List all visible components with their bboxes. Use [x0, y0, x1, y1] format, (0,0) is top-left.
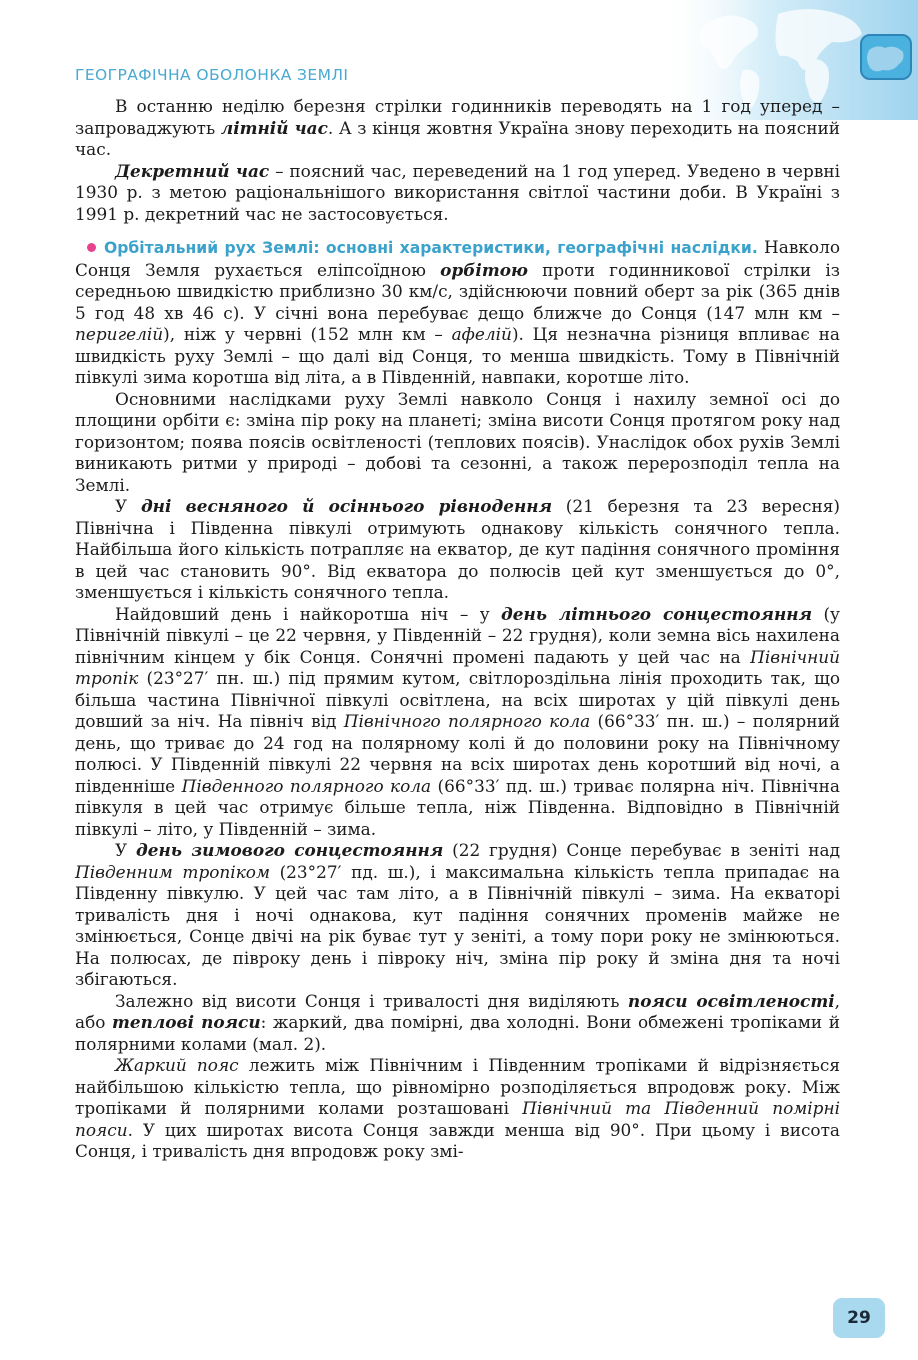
- paragraph-hot-belt: Жаркий пояс лежить між Північним і Південним тропіками й відрізняється найбільшою кількістю тепла, що рівномірно розподіляється впродовж року. Між тропіками й полярними колами розташовані Північний та Південний помірні пояси. У цих широтах висота Сонця завжди менша від 90°. При цьому і висота Сонця, і тривалість дня впродовж року змі-: [75, 1055, 840, 1161]
- bullet-icon: [87, 243, 96, 252]
- paragraph-equinox: У дні весняного й осіннього рівнодення (21 березня та 23 вересня) Північна і Південна півкулі отримують однакову кількість сонячного тепла. Найбільша його кількість потрапляє на екватор, де кут падіння сонячного проміння в цей час становить 90°. Від екватора до полюсів цей кут зменшується до 0°, зменшується і кількість сонячного тепла.: [75, 496, 841, 602]
- paragraph-summer-time: В останню неділю березня стрілки годинників переводять на 1 год уперед – запроваджують літній час. А з кінця жовтня Україна знову переходить на поясний час.: [75, 96, 840, 159]
- paragraph-consequences: Основними наслідками руху Землі навколо Сонця і нахилу земної осі до площини орбіти є: зміна пір року на планеті; зміна висоти Сонця протягом року над горизонтом; поява поясів освітленості (теплових поясів). Унаслідок обох рухів Землі виникають ритми у природі – добові та сезонні, а також перерозподіл тепла на Землі.: [75, 388, 840, 495]
- section-heading: Орбітальний рух Землі: основні характеристики, географічні наслідки.: [104, 239, 758, 257]
- page-number: 29: [833, 1298, 885, 1338]
- page-body: [75, 96, 840, 1163]
- paragraph-winter-solstice: У день зимового сонцестояння (22 грудня) Сонце перебуває в зеніті над Південним тропіком (23°27′ пд. ш.), і максимальна кількість тепла припадає на Південну півкулю. У цей час там літо, а в Північній півкулі – зима. На екваторі тривалість дня і ночі однакова, кут падіння сонячних променів майже не змінюється, Сонце двічі на рік буває тут у зеніті, а тому пори року не змінюються. На полюсах, де півроку день і півроку ніч, зміна пір року й зміна дня та ночі збігаються.: [75, 840, 840, 989]
- paragraph-orbital-motion: Орбітальний рух Землі: основні характеристики, географічні наслідки. Навколо Сонця Земля рухається еліпсоїдною орбітою проти годинникової стрілки із середньою швидкістю приблизно 30 км/с, здійснюючи повний оберт за рік (365 днів 5 год 48 хв 46 с). У січні вона перебуває дещо ближче до Сонця (147 млн км – перигелій), ніж у червні (152 млн км – афелій). Ця незначна різниця впливає на швидкість руху Землі – що далі від Сонця, то менша швидкість. Тому в Північній півкулі зима коротша від літа, а в Південній, навпаки, коротше літо.: [75, 237, 841, 387]
- paragraph-light-belts: Залежно від висоти Сонця і тривалості дня виділяють пояси освітленості, або теплові пояси: жаркий, два помірні, два холодні. Вони обмежені тропіками й полярними колами (мал. 2).: [75, 990, 840, 1054]
- paragraph-summer-solstice: Найдовший день і найкоротша ніч – у день літнього сонцестояння (у Північній півкулі – це 22 червня, у Південній – 22 грудня), коли земна вісь нахилена північним кінцем у бік Сонця. Сонячні промені падають у цей час на Північний тропік (23°27′ пн. ш.) під прямим кутом, світлороздільна лінія проходить так, що більша частина Північної півкулі освітлена, на всіх широтах у цій півкулі день довший за ніч. На північ від Північного полярного кола (66°33′ пн. ш.) – полярний день, що триває до 24 год на полярному колі й до половини року на Північному полюсі. У Південній півкулі 22 червня на всіх широтах день коротший від ночі, а південніше Південного полярного кола (66°33′ пд. ш.) триває полярна ніч. Північна півкуля в цей час отримує більше тепла, ніж Південна. Відповідно в Північній півкулі – літо, у Південній – зима.: [75, 603, 840, 839]
- running-head: ГЕОГРАФІЧНА ОБОЛОНКА ЗЕМЛІ: [75, 66, 349, 84]
- paragraph-decree-time: Декретний час – поясний час, переведений на 1 год уперед. Уведено в червні 1930 р. з метою раціональнішого використання світлої частини доби. В Україні з 1991 р. декретний час не застосовується.: [75, 160, 840, 224]
